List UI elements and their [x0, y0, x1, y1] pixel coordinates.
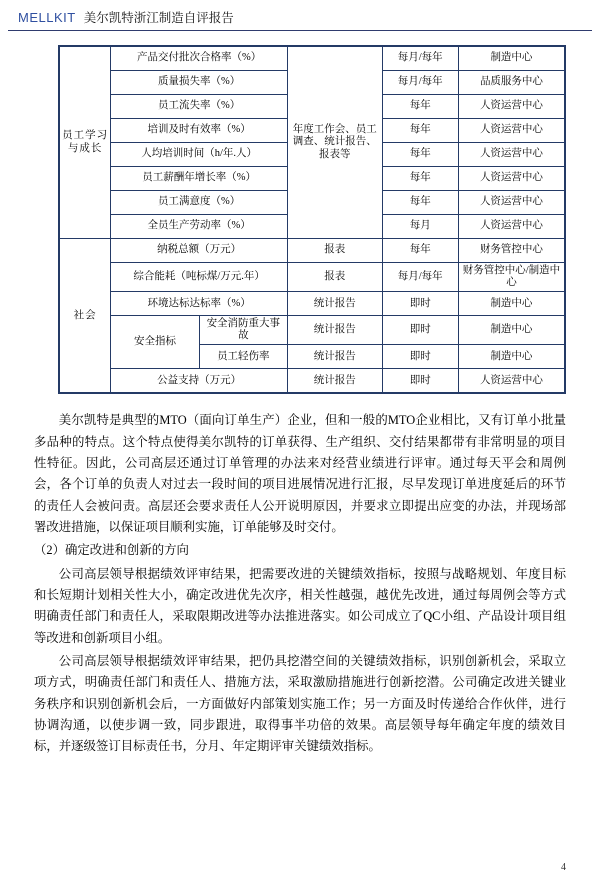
cell-department: 制造中心 [458, 316, 565, 345]
cell-frequency: 每年 [382, 167, 458, 191]
kpi-table [58, 45, 566, 394]
cell-category: 员工学习与成长 [59, 46, 111, 239]
paragraph-1: 美尔凯特是典型的MTO（面向订单生产）企业，但和一般的MTO企业相比，又有订单小批量多品种的特点。这个特点使得美尔凯特的订单获得、生产组织、交付结果都带有非常明显的项目性特征。因此，公司高层还通过订单管理的办法来对经营业绩进行评审。通过每天平会和周例会，各个订单的负责人对过去一段时间的项目进展情况进行汇报，尽早发现订单进度延后的环节的责任人会被问责。高层还会要求责任人公开说明原因，并要求立即提出应变的办法，并现场部署改进措施，以保证项目顺利实施，订单能够及时交付。 [34, 413, 566, 534]
kpi-table-container [58, 45, 566, 394]
table-row [59, 369, 565, 394]
paragraph-3: 公司高层领导根据绩效评审结果，把仍具挖潜空间的关键绩效指标，识别创新机会，采取立项方式，明确责任部门和责任人、措施方法，采取激励措施进行创新挖潜。公司确定改进关键业务秩序和识别创新机会后，一方面做好内部策划实施工作；另一方面及时传递给合作伙伴，进行协调沟通，以使步调一致，同步跟进，取得事半功倍的效果。高层领导每年确定年度的绩效目标，并逐级签订目标责任书，分月、年定期评审关键绩效指标。 [34, 653, 566, 754]
cell-method: 统计报告 [287, 292, 382, 316]
cell-frequency: 每年 [382, 119, 458, 143]
cell-category: 社会 [59, 239, 111, 394]
cell-department: 人资运营中心 [458, 369, 565, 394]
cell-department: 人资运营中心 [458, 95, 565, 119]
cell-indicator: 员工薪酬年增长率（%） [111, 167, 288, 191]
cell-frequency: 即时 [382, 345, 458, 369]
section-heading-2: （2）确定改进和创新的方向 [34, 543, 189, 558]
cell-frequency: 每年 [382, 143, 458, 167]
header-title: 美尔凯特浙江制造自评报告 [83, 11, 234, 25]
cell-indicator: 公益支持（万元） [111, 369, 288, 394]
cell-method: 报表 [287, 239, 382, 263]
cell-department: 财务管控中心 [458, 239, 565, 263]
cell-indicator: 综合能耗（吨标煤/万元.年） [111, 263, 288, 292]
cell-indicator: 质量损失率（%） [111, 71, 288, 95]
cell-department: 人资运营中心 [458, 143, 565, 167]
cell-indicator: 安全消防重大事故 [199, 316, 287, 345]
table-row [59, 316, 565, 345]
cell-indicator: 纳税总额（万元） [111, 239, 288, 263]
cell-frequency: 即时 [382, 292, 458, 316]
cell-indicator: 员工轻伤率 [199, 345, 287, 369]
cell-department: 制造中心 [458, 292, 565, 316]
table-row [59, 46, 565, 71]
cell-department: 人资运营中心 [458, 191, 565, 215]
cell-department: 财务管控中心/制造中心 [458, 263, 565, 292]
page-header [8, 0, 592, 31]
cell-indicator: 培训及时有效率（%） [111, 119, 288, 143]
cell-frequency: 每年 [382, 95, 458, 119]
cell-frequency: 每月/每年 [382, 263, 458, 292]
cell-indicator: 全员生产劳动率（%） [111, 215, 288, 239]
cell-frequency: 每月/每年 [382, 71, 458, 95]
cell-department: 制造中心 [458, 345, 565, 369]
cell-indicator: 产品交付批次合格率（%） [111, 46, 288, 71]
document-body [34, 410, 566, 757]
cell-frequency: 每月/每年 [382, 46, 458, 71]
cell-method: 统计报告 [287, 316, 382, 345]
cell-frequency: 每年 [382, 191, 458, 215]
page-number: 4 [561, 862, 566, 873]
cell-department: 制造中心 [458, 46, 565, 71]
brand-logo: MELLKIT [18, 10, 76, 25]
cell-indicator: 人均培训时间（h/年.人） [111, 143, 288, 167]
cell-frequency: 每月 [382, 215, 458, 239]
cell-method: 年度工作会、员工调查、统计报告、报表等 [287, 46, 382, 239]
table-row [59, 239, 565, 263]
cell-indicator: 员工满意度（%） [111, 191, 288, 215]
cell-method: 统计报告 [287, 345, 382, 369]
table-row [59, 292, 565, 316]
cell-frequency: 每年 [382, 239, 458, 263]
cell-method: 统计报告 [287, 369, 382, 394]
cell-frequency: 即时 [382, 369, 458, 394]
cell-method: 报表 [287, 263, 382, 292]
cell-indicator: 员工流失率（%） [111, 95, 288, 119]
table-row [59, 263, 565, 292]
cell-indicator: 环境达标达标率（%） [111, 292, 288, 316]
cell-frequency: 即时 [382, 316, 458, 345]
cell-department: 品质服务中心 [458, 71, 565, 95]
cell-department: 人资运营中心 [458, 119, 565, 143]
cell-department: 人资运营中心 [458, 215, 565, 239]
cell-department: 人资运营中心 [458, 167, 565, 191]
cell-subcategory: 安全指标 [111, 316, 199, 369]
paragraph-2: 公司高层领导根据绩效评审结果，把需要改进的关键绩效指标，按照与战略规划、年度目标和长短期计划相关性大小，确定改进优先次序，相关性越强，越优先改进，通过每周例会等方式明确责任部门和责任人，采取限期改进等办法推进落实。如公司成立了QC小组、产品设计项目组等改进和创新项目小组。 [34, 566, 566, 645]
